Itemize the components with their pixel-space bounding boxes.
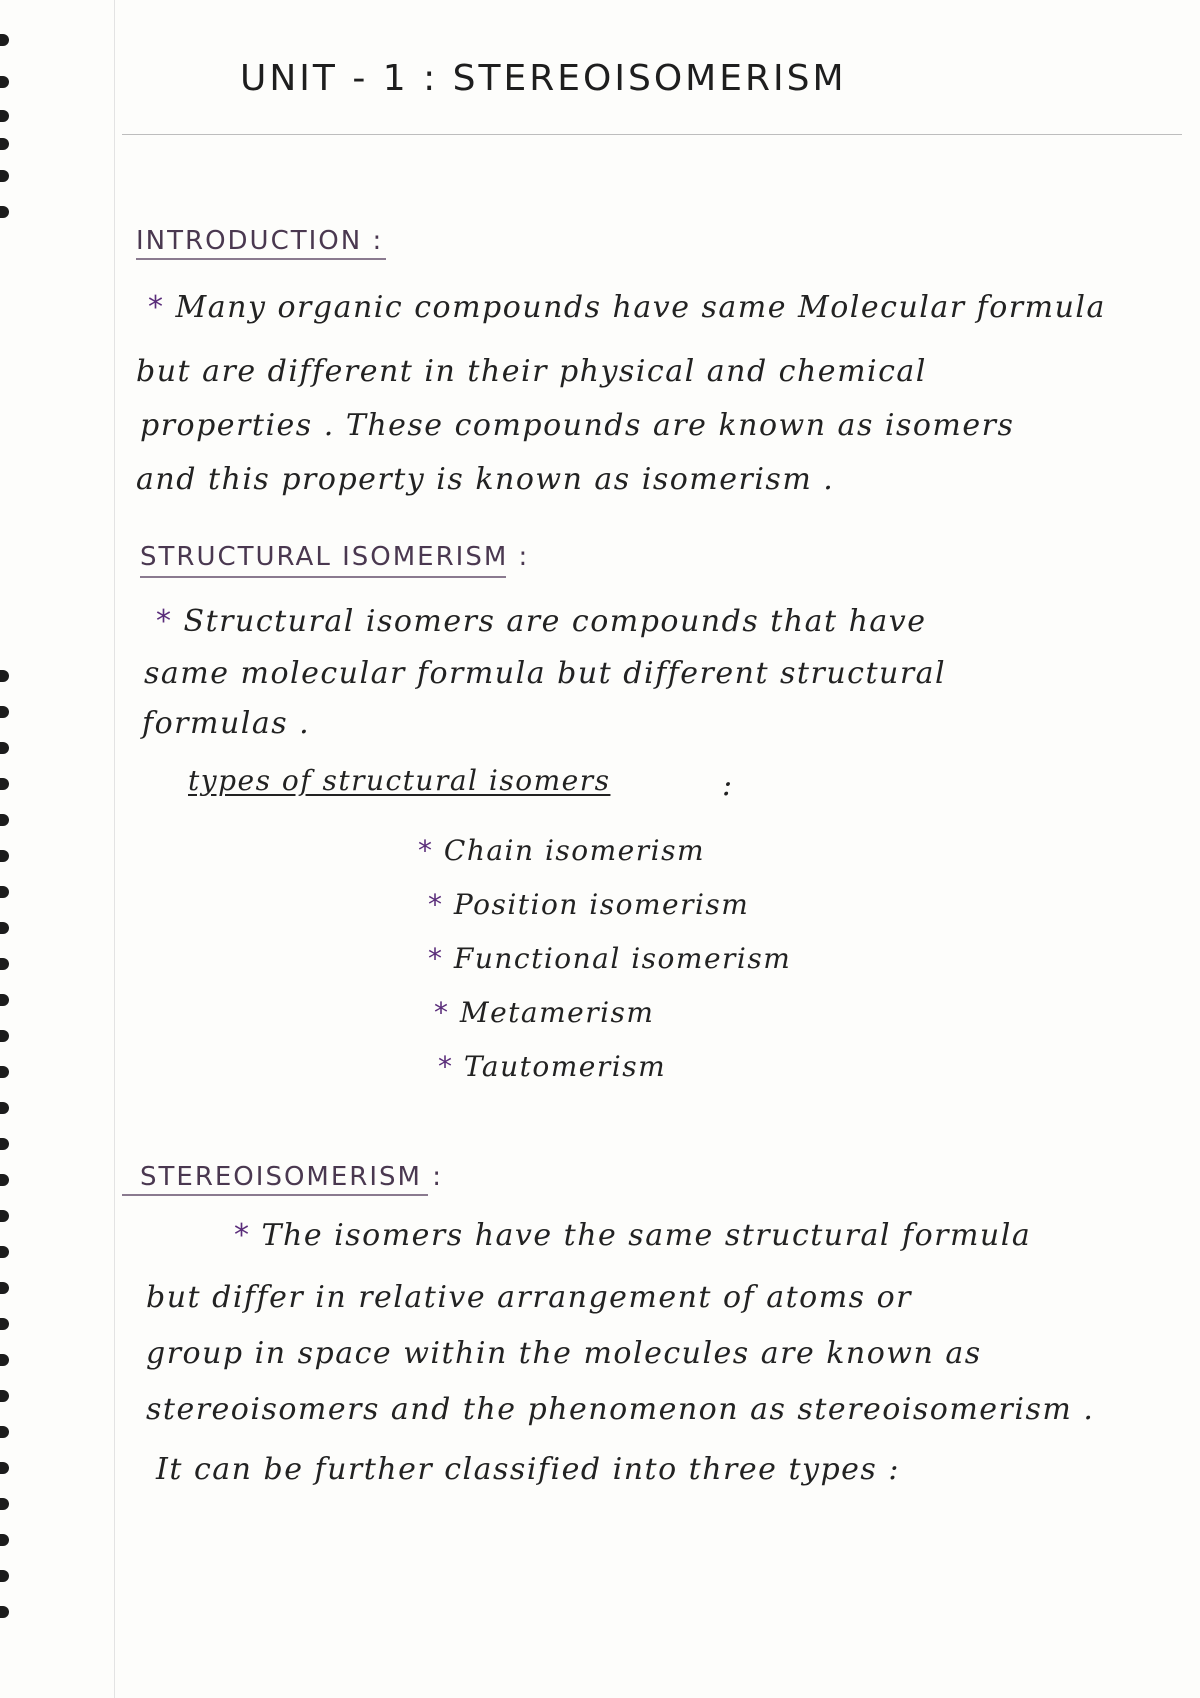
bullet-star: * (434, 996, 450, 1029)
binding-hole (0, 958, 9, 970)
binding-hole (0, 110, 9, 122)
binding-hole (0, 886, 9, 898)
binding-hole (0, 814, 9, 826)
binding-hole (0, 1066, 9, 1078)
binding-hole (0, 1318, 9, 1330)
type-item-position (428, 888, 749, 921)
binding-hole (0, 1174, 9, 1186)
bullet-star: * (428, 942, 444, 975)
binding-hole (0, 850, 9, 862)
binding-hole (0, 1138, 9, 1150)
binding-hole (0, 206, 9, 218)
bullet-star: * (428, 888, 444, 921)
binding-hole (0, 1246, 9, 1258)
bullet-star: * (438, 1050, 454, 1083)
binding-hole (0, 922, 9, 934)
structural-underline (140, 576, 506, 578)
type-item-tautomerism (438, 1050, 666, 1083)
binding-hole (0, 1390, 9, 1402)
binding-hole (0, 778, 9, 790)
bullet-star: * (418, 834, 434, 867)
bullet-star: * (148, 290, 165, 325)
binding-hole (0, 138, 9, 150)
type-item-chain (418, 834, 705, 867)
binding-hole (0, 1570, 9, 1582)
binding-hole (0, 1030, 9, 1042)
stereo-text: The isomers have the same structural formula (261, 1218, 1032, 1253)
stereo-line-4: stereoisomers and the phenomenon as stereoisomerism . (146, 1392, 1095, 1427)
page-title: UNIT - 1 : STEREOISOMERISM (240, 58, 847, 99)
intro-line-3: properties . These compounds are known as isomers (140, 408, 1015, 443)
type-item-text: Position isomerism (453, 888, 750, 921)
intro-text: Many organic compounds have same Molecular formula (175, 290, 1106, 325)
structural-text: Structural isomers are compounds that have (183, 604, 927, 639)
type-item-text: Metamerism (459, 996, 655, 1029)
bullet-star: * (156, 604, 173, 639)
stereo-heading: STEREOISOMERISM : (140, 1162, 443, 1192)
binding-hole (0, 994, 9, 1006)
type-item-text: Chain isomerism (443, 834, 706, 867)
structural-line-1 (156, 604, 927, 639)
types-colon: : (722, 768, 734, 803)
binding-hole (0, 742, 9, 754)
type-item-metamerism (434, 996, 654, 1029)
margin-line (114, 0, 115, 1698)
binding-hole (0, 1282, 9, 1294)
binding-hole (0, 1498, 9, 1510)
binding-hole (0, 1354, 9, 1366)
intro-line-4: and this property is known as isomerism . (136, 462, 835, 497)
binding-hole (0, 1534, 9, 1546)
title-rule (122, 134, 1182, 135)
structural-line-2: same molecular formula but different structural (144, 656, 947, 691)
stereo-line-3: group in space within the molecules are known as (146, 1336, 982, 1371)
stereo-underline (122, 1194, 428, 1196)
intro-line-2: but are different in their physical and chemical (136, 354, 927, 389)
binding-hole (0, 34, 9, 46)
binding-hole (0, 1462, 9, 1474)
type-item-text: Tautomerism (463, 1050, 667, 1083)
bullet-star: * (234, 1218, 251, 1253)
structural-heading: STRUCTURAL ISOMERISM : (140, 542, 530, 572)
structural-line-3: formulas . (142, 706, 311, 741)
spiral-binding (0, 30, 14, 1630)
binding-hole (0, 1210, 9, 1222)
binding-hole (0, 76, 9, 88)
binding-hole (0, 170, 9, 182)
stereo-line-5: It can be further classified into three types : (156, 1452, 900, 1487)
stereo-line-1 (234, 1218, 1031, 1253)
binding-hole (0, 706, 9, 718)
intro-line-1 (148, 290, 1106, 325)
binding-hole (0, 1426, 9, 1438)
stereo-line-2: but differ in relative arrangement of atoms or (146, 1280, 913, 1315)
type-item-functional (428, 942, 791, 975)
types-heading (188, 764, 610, 797)
binding-hole (0, 670, 9, 682)
binding-hole (0, 1102, 9, 1114)
type-item-text: Functional isomerism (453, 942, 792, 975)
introduction-heading: INTRODUCTION : (136, 226, 384, 256)
introduction-underline (136, 258, 386, 260)
binding-hole (0, 1606, 9, 1618)
types-heading-text: types of structural isomers (188, 764, 611, 797)
